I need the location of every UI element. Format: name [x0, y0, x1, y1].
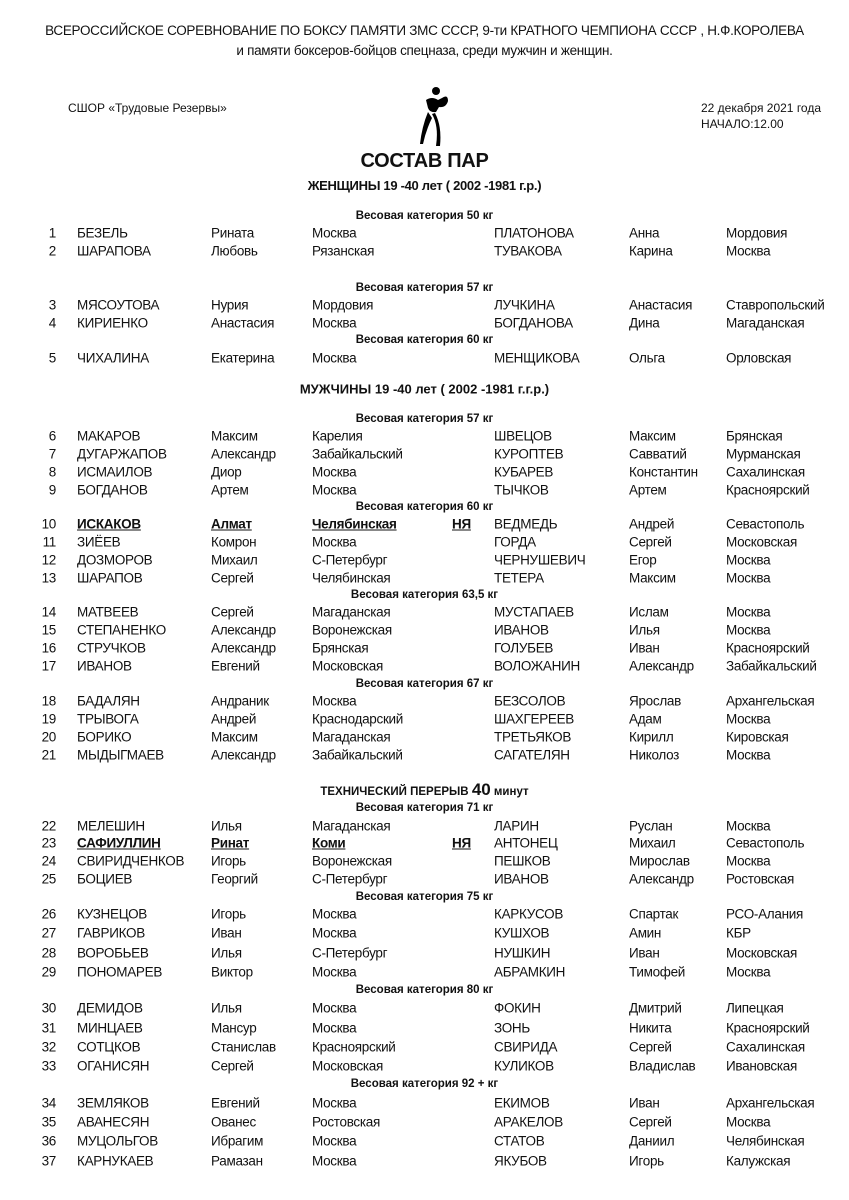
- red-corner-region: Москва: [312, 693, 357, 709]
- red-corner-surname: АВАНЕСЯН: [77, 1114, 150, 1130]
- blue-corner-surname: ЕКИМОВ: [494, 1095, 550, 1111]
- blue-corner-first-name: Мирослав: [629, 853, 690, 869]
- blue-corner-first-name: Адам: [629, 711, 662, 727]
- weight-category: Весовая категория 75 кг: [355, 891, 494, 903]
- break-duration: 40: [471, 780, 491, 799]
- red-corner-region: Челябинская: [312, 516, 397, 532]
- weight-category: Весовая категория 57 кг: [355, 413, 494, 425]
- bout-number: 25: [41, 871, 56, 887]
- bout-number: 20: [41, 729, 56, 745]
- bout-number: 2: [48, 243, 56, 259]
- red-corner-region: Забайкальский: [312, 446, 403, 462]
- red-corner-surname: КИРИЕНКО: [77, 315, 148, 331]
- blue-corner-region: Орловская: [726, 350, 792, 366]
- red-corner-surname: МИНЦАЕВ: [77, 1020, 143, 1036]
- red-corner-surname: КУЗНЕЦОВ: [77, 906, 147, 922]
- red-corner-region: Воронежская: [312, 853, 392, 869]
- red-corner-region: Челябинская: [312, 570, 391, 586]
- blue-corner-first-name: Сергей: [629, 1039, 672, 1055]
- blue-corner-surname: ФОКИН: [494, 1000, 541, 1016]
- red-corner-first-name: Александр: [211, 747, 276, 763]
- blue-corner-region: Московская: [726, 945, 798, 961]
- red-corner-surname: СТЕПАНЕНКО: [77, 622, 166, 638]
- blue-corner-surname: ЛАРИН: [494, 818, 539, 834]
- red-corner-surname: ШАРАПОВ: [77, 570, 143, 586]
- bout-number: 10: [41, 516, 56, 532]
- blue-corner-first-name: Ольга: [629, 350, 665, 366]
- blue-corner-region: Липецкая: [726, 1000, 784, 1016]
- blue-corner-first-name: Руслан: [629, 818, 673, 834]
- red-corner-surname: ДУГАРЖАПОВ: [77, 446, 167, 462]
- red-corner-first-name: Сергей: [211, 570, 254, 586]
- blue-corner-surname: МЕНЩИКОВА: [494, 350, 580, 366]
- blue-corner-first-name: Максим: [629, 570, 676, 586]
- blue-corner-first-name: Савватий: [629, 446, 687, 462]
- blue-corner-region: Московская: [726, 534, 798, 550]
- blue-corner-first-name: Ярослав: [629, 693, 681, 709]
- weight-category: Весовая категория 92 + кг: [350, 1078, 499, 1090]
- blue-corner-first-name: Константин: [629, 464, 698, 480]
- blue-corner-region: Брянская: [726, 428, 783, 444]
- blue-corner-region: Москва: [726, 818, 771, 834]
- bout-number: 3: [48, 297, 56, 313]
- red-corner-first-name: Станислав: [211, 1039, 276, 1055]
- blue-corner-surname: КУШХОВ: [494, 925, 550, 941]
- red-corner-first-name: Андрей: [211, 711, 257, 727]
- red-corner-region: Брянская: [312, 640, 369, 656]
- blue-corner-region: Ивановская: [726, 1058, 797, 1074]
- blue-corner-first-name: Иван: [629, 945, 660, 961]
- bout-number: 26: [41, 906, 56, 922]
- red-corner-region: Магаданская: [312, 604, 391, 620]
- weight-category: Весовая категория 60 кг: [355, 334, 494, 346]
- blue-corner-surname: КУРОПТЕВ: [494, 446, 564, 462]
- red-corner-surname: МЕЛЕШИН: [77, 818, 145, 834]
- red-corner-first-name: Александр: [211, 640, 276, 656]
- red-corner-region: Москва: [312, 906, 357, 922]
- blue-corner-region: Москва: [726, 711, 771, 727]
- bout-number: 33: [41, 1058, 56, 1074]
- red-corner-region: Москва: [312, 925, 357, 941]
- page-title: СОСТАВ ПАР: [360, 150, 489, 172]
- blue-corner-first-name: Даниил: [629, 1133, 675, 1149]
- blue-corner-first-name: Анастасия: [629, 297, 693, 313]
- organizer: СШОР «Трудовые Резервы»: [68, 101, 227, 115]
- blue-corner-first-name: Михаил: [629, 835, 676, 851]
- blue-corner-first-name: Владислав: [629, 1058, 696, 1074]
- red-corner-region: Краснодарский: [312, 711, 404, 727]
- blue-corner-region: Москва: [726, 552, 771, 568]
- event-title-line2: и памяти боксеров-бойцов спецназа, среди мужчин и женщин.: [236, 43, 613, 58]
- weight-category: Весовая категория 57 кг: [355, 282, 494, 294]
- red-corner-first-name: Ибрагим: [211, 1133, 264, 1149]
- red-corner-surname: ДОЗМОРОВ: [77, 552, 153, 568]
- event-date: 22 декабря 2021 года: [701, 101, 822, 115]
- red-corner-region: Красноярский: [312, 1039, 396, 1055]
- red-corner-region: Московская: [312, 658, 384, 674]
- blue-corner-surname: АРАКЕЛОВ: [494, 1114, 563, 1130]
- red-corner-first-name: Рината: [211, 225, 254, 241]
- red-corner-first-name: Мансур: [211, 1020, 257, 1036]
- bout-number: 18: [41, 693, 56, 709]
- red-corner-region: Москва: [312, 315, 357, 331]
- red-corner-region: Рязанская: [312, 243, 375, 259]
- blue-corner-region: Челябинская: [726, 1133, 805, 1149]
- red-corner-first-name: Евгений: [211, 658, 260, 674]
- red-corner-region: Магаданская: [312, 818, 391, 834]
- blue-corner-surname: КУБАРЕВ: [494, 464, 554, 480]
- blue-corner-first-name: Иван: [629, 640, 660, 656]
- blue-corner-first-name: Илья: [629, 622, 660, 638]
- red-corner-region: С-Петербург: [312, 552, 388, 568]
- blue-corner-region: Архангельская: [726, 1095, 815, 1111]
- red-corner-first-name: Илья: [211, 1000, 242, 1016]
- red-corner-first-name: Игорь: [211, 853, 246, 869]
- event-title-line1: ВСЕРОССИЙСКОЕ СОРЕВНОВАНИЕ ПО БОКСУ ПАМЯТИ ЗМС СССР, 9-ти КРАТНОГО ЧЕМПИОНА СССР , Н.Ф.КОРОЛЕВА: [45, 23, 804, 38]
- blue-corner-surname: ТРЕТЬЯКОВ: [494, 729, 572, 745]
- blue-corner-surname: КУЛИКОВ: [494, 1058, 554, 1074]
- blue-corner-first-name: Спартак: [629, 906, 679, 922]
- blue-corner-region: Москва: [726, 1114, 771, 1130]
- red-corner-surname: ШАРАПОВА: [77, 243, 151, 259]
- boxer-icon: [412, 86, 462, 148]
- blue-corner-surname: ГОРДА: [494, 534, 536, 550]
- red-corner-region: Москва: [312, 1000, 357, 1016]
- red-corner-region: Карелия: [312, 428, 363, 444]
- weight-category: Весовая категория 80 кг: [355, 984, 494, 996]
- blue-corner-region: Ставропольский: [726, 297, 825, 313]
- bout-number: 16: [41, 640, 56, 656]
- bout-number: 13: [41, 570, 56, 586]
- blue-corner-first-name: Николоз: [629, 747, 680, 763]
- blue-corner-region: Москва: [726, 964, 771, 980]
- bout-number: 4: [48, 315, 56, 331]
- bout-number: 27: [41, 925, 56, 941]
- red-corner-surname: ИВАНОВ: [77, 658, 132, 674]
- red-corner-first-name: Илья: [211, 945, 242, 961]
- bout-number: 34: [41, 1095, 56, 1111]
- bout-number: 31: [41, 1020, 56, 1036]
- bout-number: 28: [41, 945, 56, 961]
- red-corner-first-name: Рамазан: [211, 1153, 263, 1169]
- blue-corner-surname: ПЕШКОВ: [494, 853, 551, 869]
- red-corner-surname: ОГАНИСЯН: [77, 1058, 150, 1074]
- blue-corner-region: Москва: [726, 622, 771, 638]
- red-corner-region: Москва: [312, 1153, 357, 1169]
- blue-corner-first-name: Александр: [629, 658, 694, 674]
- bout-number: 6: [48, 428, 56, 444]
- red-corner-surname: ДЕМИДОВ: [77, 1000, 143, 1016]
- bout-number: 24: [41, 853, 56, 869]
- weight-category: Весовая категория 60 кг: [355, 501, 494, 513]
- blue-corner-region: КБР: [726, 925, 751, 941]
- blue-corner-surname: ЯКУБОВ: [494, 1153, 547, 1169]
- start-time: НАЧАЛО:12.00: [701, 117, 784, 131]
- red-corner-surname: БОГДАНОВ: [77, 482, 148, 498]
- blue-corner-region: Москва: [726, 570, 771, 586]
- weight-category: Весовая категория 50 кг: [355, 210, 494, 222]
- bout-number: 35: [41, 1114, 56, 1130]
- blue-corner-surname: БОГДАНОВА: [494, 315, 573, 331]
- blue-corner-surname: ИВАНОВ: [494, 871, 549, 887]
- blue-corner-region: Москва: [726, 853, 771, 869]
- blue-corner-region: Севастополь: [726, 835, 805, 851]
- weight-category: Весовая категория 71 кг: [355, 802, 494, 814]
- blue-corner-region: Калужская: [726, 1153, 791, 1169]
- blue-corner-surname: ЗОНЬ: [494, 1020, 530, 1036]
- red-corner-first-name: Илья: [211, 818, 242, 834]
- red-corner-surname: СОТЦКОВ: [77, 1039, 141, 1055]
- blue-corner-region: Ростовская: [726, 871, 795, 887]
- red-corner-first-name: Максим: [211, 729, 258, 745]
- red-corner-region: Москва: [312, 350, 357, 366]
- red-corner-first-name: Евгений: [211, 1095, 260, 1111]
- red-corner-region: Москва: [312, 1095, 357, 1111]
- weight-category: Весовая категория 63,5 кг: [350, 589, 499, 601]
- blue-corner-surname: ТЫЧКОВ: [494, 482, 549, 498]
- red-corner-surname: БОРИКО: [77, 729, 132, 745]
- red-corner-first-name: Андраник: [211, 693, 269, 709]
- blue-corner-surname: НУШКИН: [494, 945, 551, 961]
- red-corner-first-name: Анастасия: [211, 315, 275, 331]
- blue-corner-first-name: Максим: [629, 428, 676, 444]
- no-show-mark: НЯ: [452, 835, 471, 851]
- red-corner-first-name: Михаил: [211, 552, 258, 568]
- red-corner-region: Москва: [312, 1020, 357, 1036]
- blue-corner-first-name: Дмитрий: [629, 1000, 682, 1016]
- blue-corner-region: РСО-Алания: [726, 906, 803, 922]
- blue-corner-surname: ТУВАКОВА: [494, 243, 562, 259]
- red-corner-surname: ЧИХАЛИНА: [77, 350, 149, 366]
- bout-number: 23: [41, 835, 56, 851]
- red-corner-region: Магаданская: [312, 729, 391, 745]
- technical-break: [0, 780, 849, 800]
- men-heading: МУЖЧИНЫ 19 -40 лет ( 2002 -1981 г.г.р.): [299, 381, 550, 397]
- no-show-mark: НЯ: [452, 516, 471, 532]
- red-corner-surname: ИСМАИЛОВ: [77, 464, 153, 480]
- red-corner-first-name: Иван: [211, 925, 242, 941]
- red-corner-surname: ГАВРИКОВ: [77, 925, 145, 941]
- blue-corner-region: Москва: [726, 243, 771, 259]
- bout-number: 22: [41, 818, 56, 834]
- break-label: ТЕХНИЧЕСКИЙ ПЕРЕРЫВ: [320, 786, 472, 798]
- red-corner-first-name: Сергей: [211, 1058, 254, 1074]
- red-corner-surname: САФИУЛЛИН: [77, 835, 161, 851]
- red-corner-region: Москва: [312, 1133, 357, 1149]
- blue-corner-region: Магаданская: [726, 315, 805, 331]
- blue-corner-surname: САГАТЕЛЯН: [494, 747, 570, 763]
- bout-number: 15: [41, 622, 56, 638]
- red-corner-surname: ТРЫВОГА: [77, 711, 139, 727]
- blue-corner-region: Красноярский: [726, 640, 810, 656]
- red-corner-region: Коми: [312, 835, 346, 851]
- bout-number: 9: [48, 482, 56, 498]
- blue-corner-surname: БЕЗСОЛОВ: [494, 693, 566, 709]
- red-corner-region: С-Петербург: [312, 945, 388, 961]
- blue-corner-surname: МУСТАПАЕВ: [494, 604, 574, 620]
- bout-number: 14: [41, 604, 56, 620]
- blue-corner-region: Мурманская: [726, 446, 801, 462]
- bout-number: 21: [41, 747, 56, 763]
- red-corner-surname: МЯСОУТОВА: [77, 297, 160, 313]
- red-corner-surname: СТРУЧКОВ: [77, 640, 146, 656]
- blue-corner-region: Красноярский: [726, 1020, 810, 1036]
- red-corner-first-name: Максим: [211, 428, 258, 444]
- red-corner-surname: МЫДЫГМАЕВ: [77, 747, 164, 763]
- bout-number: 37: [41, 1153, 56, 1169]
- blue-corner-first-name: Кирилл: [629, 729, 674, 745]
- red-corner-region: Москва: [312, 464, 357, 480]
- blue-corner-first-name: Сергей: [629, 534, 672, 550]
- bout-number: 36: [41, 1133, 56, 1149]
- blue-corner-first-name: Никита: [629, 1020, 672, 1036]
- blue-corner-first-name: Дина: [629, 315, 660, 331]
- blue-corner-region: Забайкальский: [726, 658, 817, 674]
- red-corner-surname: МАТВЕЕВ: [77, 604, 139, 620]
- blue-corner-region: Кировская: [726, 729, 789, 745]
- weight-category: Весовая категория 67 кг: [355, 678, 494, 690]
- blue-corner-surname: АНТОНЕЦ: [494, 835, 558, 851]
- red-corner-surname: СВИРИДЧЕНКОВ: [77, 853, 185, 869]
- blue-corner-surname: ЧЕРНУШЕВИЧ: [494, 552, 586, 568]
- bout-number: 8: [48, 464, 56, 480]
- red-corner-first-name: Алмат: [211, 516, 252, 532]
- blue-corner-surname: ВОЛОЖАНИН: [494, 658, 580, 674]
- red-corner-surname: ВОРОБЬЕВ: [77, 945, 149, 961]
- blue-corner-first-name: Карина: [629, 243, 673, 259]
- red-corner-region: Забайкальский: [312, 747, 403, 763]
- red-corner-first-name: Артем: [211, 482, 249, 498]
- bout-number: 11: [42, 534, 56, 550]
- bout-number: 29: [41, 964, 56, 980]
- blue-corner-first-name: Артем: [629, 482, 667, 498]
- red-corner-surname: КАРНУКАЕВ: [77, 1153, 154, 1169]
- red-corner-surname: БАДАЛЯН: [77, 693, 140, 709]
- red-corner-first-name: Александр: [211, 622, 276, 638]
- blue-corner-first-name: Егор: [629, 552, 657, 568]
- blue-corner-surname: КАРКУСОВ: [494, 906, 564, 922]
- red-corner-first-name: Виктор: [211, 964, 253, 980]
- red-corner-surname: ЗИЁЕВ: [77, 534, 121, 550]
- blue-corner-first-name: Амин: [629, 925, 662, 941]
- blue-corner-surname: ШАХГЕРЕЕВ: [494, 711, 575, 727]
- blue-corner-first-name: Игорь: [629, 1153, 664, 1169]
- red-corner-surname: ИСКАКОВ: [77, 516, 141, 532]
- blue-corner-region: Севастополь: [726, 516, 805, 532]
- blue-corner-first-name: Сергей: [629, 1114, 672, 1130]
- red-corner-first-name: Диор: [211, 464, 242, 480]
- blue-corner-region: Мордовия: [726, 225, 788, 241]
- red-corner-region: Мордовия: [312, 297, 374, 313]
- red-corner-first-name: Комрон: [211, 534, 257, 550]
- red-corner-surname: МАКАРОВ: [77, 428, 141, 444]
- blue-corner-region: Красноярский: [726, 482, 810, 498]
- blue-corner-surname: ЛУЧКИНА: [494, 297, 555, 313]
- red-corner-surname: ПОНОМАРЕВ: [77, 964, 163, 980]
- bout-number: 32: [41, 1039, 56, 1055]
- red-corner-first-name: Александр: [211, 446, 276, 462]
- bout-number: 30: [41, 1000, 56, 1016]
- blue-corner-surname: ПЛАТОНОВА: [494, 225, 574, 241]
- blue-corner-region: Сахалинская: [726, 1039, 805, 1055]
- red-corner-region: Московская: [312, 1058, 384, 1074]
- red-corner-surname: МУЦОЛЬГОВ: [77, 1133, 158, 1149]
- blue-corner-first-name: Андрей: [629, 516, 675, 532]
- red-corner-surname: ЗЕМЛЯКОВ: [77, 1095, 149, 1111]
- blue-corner-first-name: Анна: [629, 225, 660, 241]
- blue-corner-surname: ТЕТЕРА: [494, 570, 544, 586]
- red-corner-region: С-Петербург: [312, 871, 388, 887]
- blue-corner-surname: ВЕДМЕДЬ: [494, 516, 558, 532]
- red-corner-first-name: Ованес: [211, 1114, 256, 1130]
- bout-number: 7: [48, 446, 56, 462]
- break-unit: минут: [490, 786, 529, 798]
- blue-corner-first-name: Тимофей: [629, 964, 686, 980]
- blue-corner-surname: СТАТОВ: [494, 1133, 545, 1149]
- blue-corner-first-name: Александр: [629, 871, 694, 887]
- women-heading: ЖЕНЩИНЫ 19 -40 лет ( 2002 -1981 г.р.): [307, 178, 542, 193]
- blue-corner-region: Москва: [726, 604, 771, 620]
- bout-number: 1: [48, 225, 56, 241]
- red-corner-first-name: Игорь: [211, 906, 246, 922]
- red-corner-region: Москва: [312, 225, 357, 241]
- red-corner-region: Ростовская: [312, 1114, 381, 1130]
- blue-corner-surname: ИВАНОВ: [494, 622, 549, 638]
- red-corner-first-name: Нурия: [211, 297, 249, 313]
- red-corner-first-name: Ринат: [211, 835, 250, 851]
- blue-corner-region: Архангельская: [726, 693, 815, 709]
- blue-corner-region: Сахалинская: [726, 464, 805, 480]
- red-corner-first-name: Сергей: [211, 604, 254, 620]
- bout-number: 19: [41, 711, 56, 727]
- red-corner-first-name: Любовь: [211, 243, 258, 259]
- bout-number: 5: [48, 350, 56, 366]
- blue-corner-first-name: Ислам: [629, 604, 669, 620]
- red-corner-region: Москва: [312, 482, 357, 498]
- red-corner-first-name: Екатерина: [211, 350, 275, 366]
- red-corner-region: Воронежская: [312, 622, 392, 638]
- blue-corner-surname: ШВЕЦОВ: [494, 428, 552, 444]
- blue-corner-surname: АБРАМКИН: [494, 964, 566, 980]
- blue-corner-surname: СВИРИДА: [494, 1039, 558, 1055]
- red-corner-surname: БЕЗЕЛЬ: [77, 225, 128, 241]
- bout-number: 12: [41, 552, 56, 568]
- red-corner-first-name: Георгий: [211, 871, 258, 887]
- blue-corner-first-name: Иван: [629, 1095, 660, 1111]
- red-corner-region: Москва: [312, 964, 357, 980]
- bout-number: 17: [41, 658, 56, 674]
- blue-corner-region: Москва: [726, 747, 771, 763]
- red-corner-region: Москва: [312, 534, 357, 550]
- blue-corner-surname: ГОЛУБЕВ: [494, 640, 554, 656]
- red-corner-surname: БОЦИЕВ: [77, 871, 133, 887]
